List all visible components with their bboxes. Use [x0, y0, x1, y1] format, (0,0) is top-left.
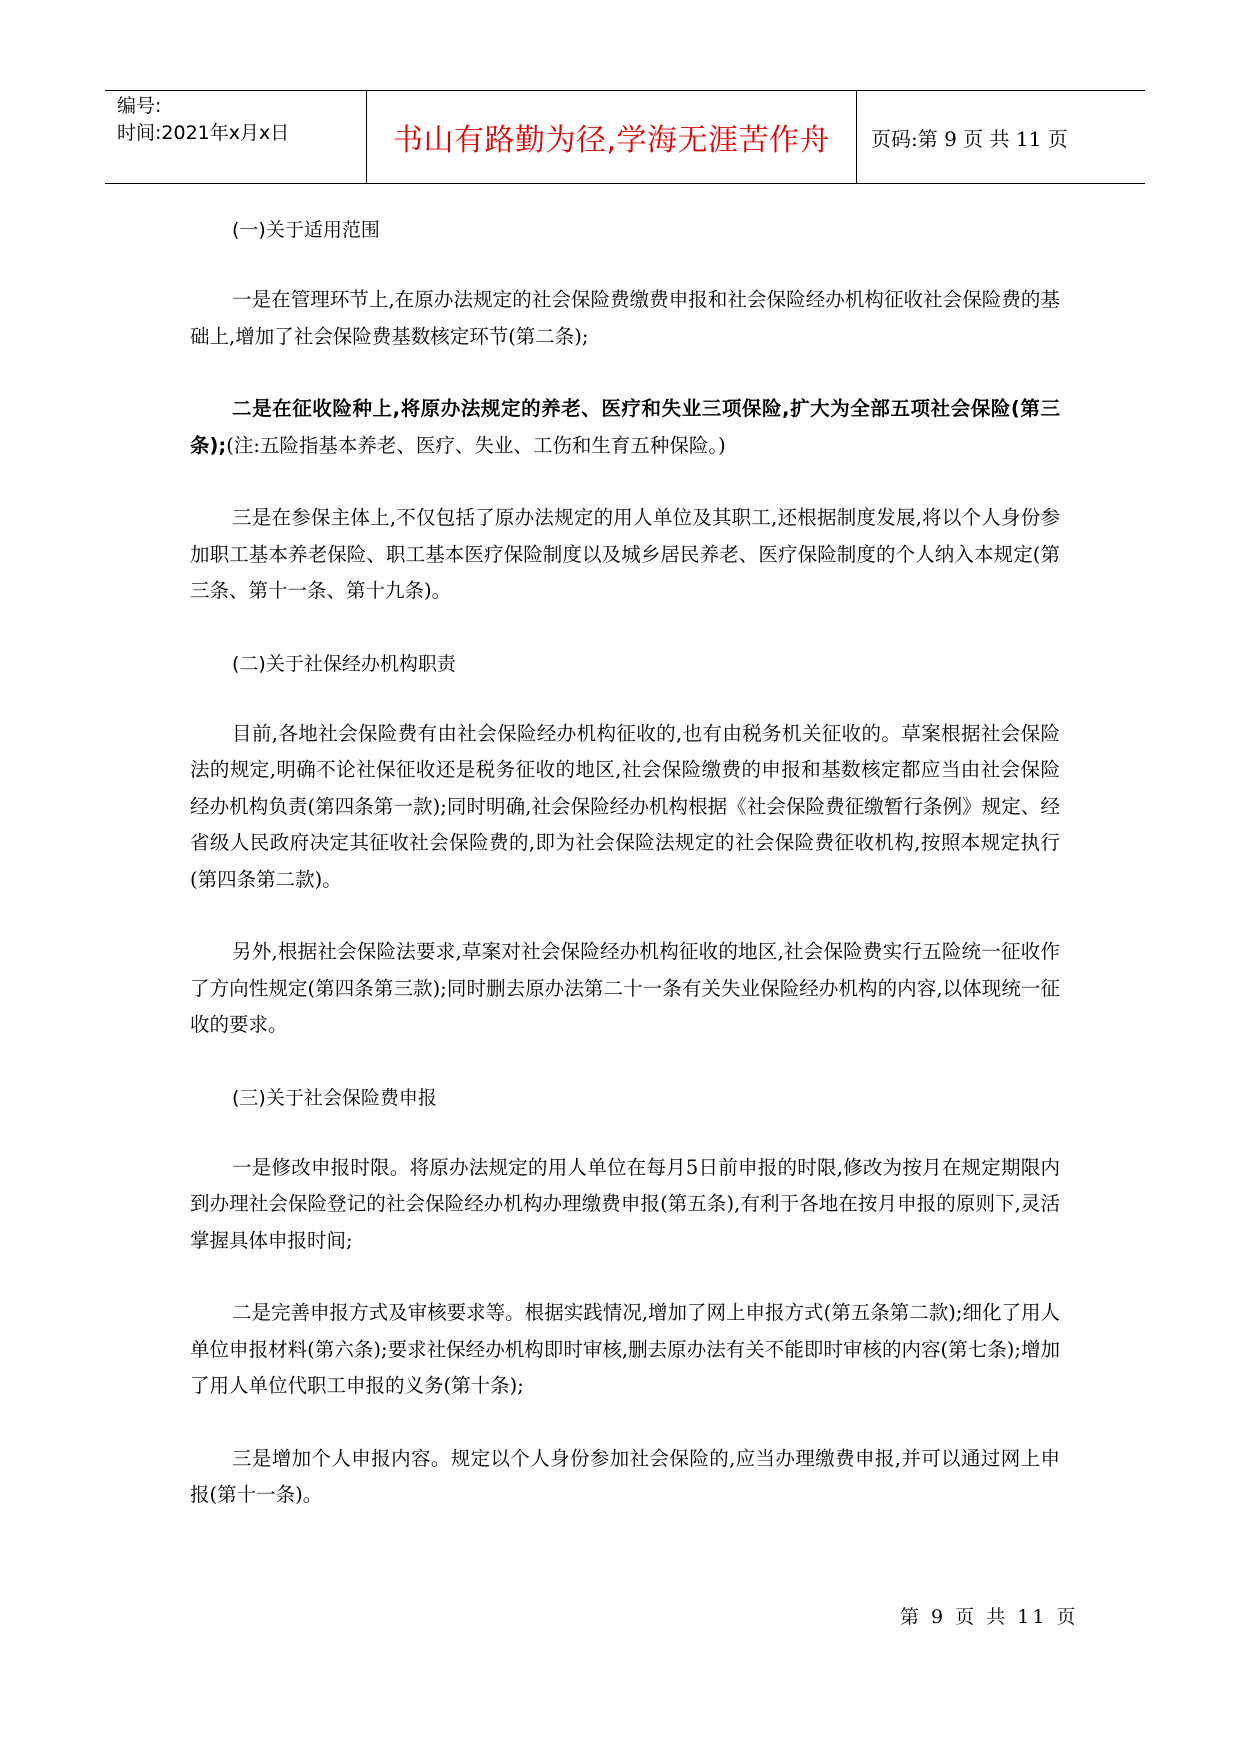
note-text: (注:五险指基本养老、医疗、失业、工伤和生育五种保险。)	[226, 433, 726, 457]
date-label: 时间:2021年x月x日	[117, 122, 290, 144]
page-header	[105, 90, 1145, 184]
paragraph: 三是增加个人申报内容。规定以个人身份参加社会保险的,应当办理缴费申报,并可以通过网上申报(第十一条)。	[190, 1446, 1060, 1506]
header-motto: 书山有路勤为径,学海无涯苦作舟	[367, 91, 857, 183]
section-heading: (二)关于社保经办机构职责	[232, 652, 456, 675]
paragraph: 三是在参保主体上,不仅包括了原办法规定的用人单位及其职工,还根据制度发展,将以个人身份参加职工基本养老保险、职工基本医疗保险制度以及城乡居民养老、医疗保险制度的个人纳入本规定(第三条、第十一条、第十九条)。	[190, 506, 1060, 602]
paragraph: 另外,根据社会保险法要求,草案对社会保险经办机构征收的地区,社会保险费实行五险统一征收作了方向性规定(第四条第三款);同时删去原办法第二十一条有关失业保险经办机构的内容,以体现统一征收的要求。	[190, 940, 1060, 1036]
paragraph: 二是完善申报方式及审核要求等。根据实践情况,增加了网上申报方式(第五条第二款);细化了用人单位申报材料(第六条);要求社保经办机构即时审核,删去原办法有关不能即时审核的内容(第七条);增加了用人单位代职工申报的义务(第十条);	[190, 1301, 1060, 1397]
serial-label: 编号:	[117, 95, 162, 117]
page-footer: 第 9 页 共 11 页	[900, 1606, 1079, 1628]
section-heading: (三)关于社会保险费申报	[232, 1086, 437, 1109]
paragraph-bold	[190, 391, 1060, 464]
paragraph: 一是修改申报时限。将原办法规定的用人单位在每月5日前申报的时限,修改为按月在规定期限内到办理社会保险登记的社会保险经办机构办理缴费申报(第五条),有利于各地在按月申报的原则下,灵活掌握具体申报时间;	[190, 1155, 1060, 1252]
document-body	[190, 212, 1060, 1514]
header-meta	[105, 91, 367, 183]
paragraph: 目前,各地社会保险费有由社会保险经办机构征收的,也有由税务机关征收的。草案根据社会保险法的规定,明确不论社保征收还是税务征收的地区,社会保险缴费的申报和基数核定都应当由社会保险经办机构负责(第四条第一款);同时明确,社会保险经办机构根据《社会保险费征缴暂行条例》规定、经省级人民政府决定其征收社会保险费的,即为社会保险法规定的社会保险费征收机构,按照本规定执行(第四条第二款)。	[190, 721, 1060, 891]
bold-text: 二是在征收险种上,将原办法规定的养老、医疗和失业三项保险,扩大为全部五项社会保险(第三条);	[190, 397, 1060, 457]
section-heading: (一)关于适用范围	[232, 219, 380, 241]
paragraph: 一是在管理环节上,在原办法规定的社会保险费缴费申报和社会保险经办机构征收社会保险费的基础上,增加了社会保险费基数核定环节(第二条);	[190, 288, 1060, 348]
header-page-info: 页码:第 9 页 共 11 页	[871, 126, 1068, 151]
